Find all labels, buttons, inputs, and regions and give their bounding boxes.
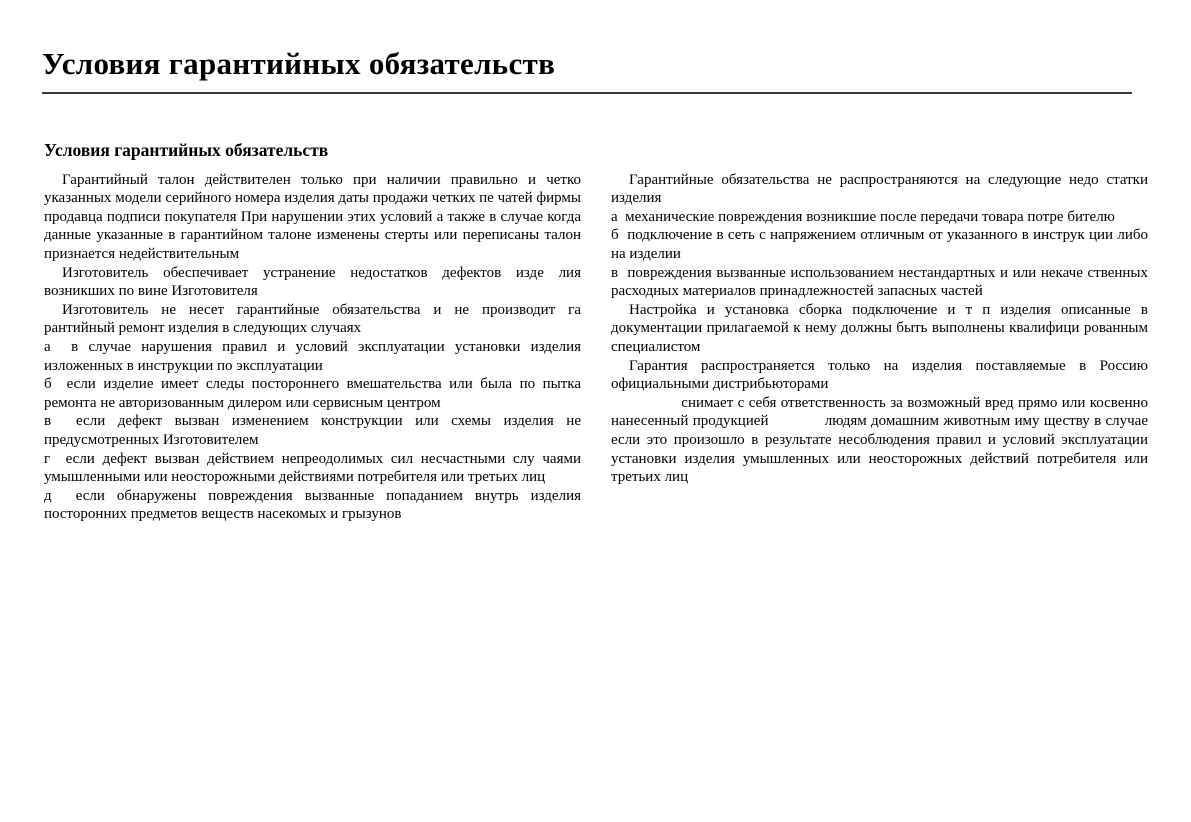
paragraph: снимает с себя ответственность за возможный вред прямо или косвенно нанесенный продукцией людям домашним животным иму ществу в случае если это произошло в результате несоблюдения правил и условий эксплуатации установки изделия умышленных или неосторожных действий потребителя или третьих лиц	[611, 394, 1148, 486]
left-column	[44, 171, 581, 524]
paragraph: Гарантийные обязательства не распространяются на следующие недо статки изделия	[611, 171, 1148, 207]
paragraph: д если обнаружены повреждения вызванные попаданием внутрь изделия посторонних предметов веществ насекомых и грызунов	[44, 487, 581, 523]
paragraph: Изготовитель обеспечивает устранение недостатков дефектов изде лия возникших по вине Изготовителя	[44, 264, 581, 300]
paragraph: Настройка и установка сборка подключение и т п изделия описанные в документации прилагаемой к нему должны быть выполнены квалифици рованным специалистом	[611, 301, 1148, 355]
paragraph: в повреждения вызванные использованием нестандартных и или некаче ственных расходных материалов принадлежностей запасных частей	[611, 264, 1148, 300]
page-title: Условия гарантийных обязательств	[42, 46, 556, 81]
paragraph: б если изделие имеет следы постороннего вмешательства или была по пытка ремонта не авторизованным дилером или сервисным центром	[44, 376, 581, 411]
paragraph: Гарантийный талон действителен только при наличии правильно и четко указанных модели серийного номера изделия даты продажи четких пе чатей фирмы продавца подписи покупателя При нарушении этих условий а также в случае когда данные указанные в гарантийном талоне изменены стерты или переписаны талон признается недействительным	[44, 171, 581, 263]
section-heading: Условия гарантийных обязательств	[44, 139, 329, 160]
paragraph: г если дефект вызван действием непреодолимых сил несчастными слу чаями умышленными или неосторожными действиями потребителя или третьих лиц	[44, 450, 581, 486]
text-columns	[44, 171, 1148, 524]
paragraph: а механические повреждения возникшие после передачи товара потре бителю	[611, 208, 1115, 225]
document-header	[42, 46, 1148, 94]
paragraph: Изготовитель не несет гарантийные обязательства и не производит га рантийный ремонт изделия в следующих случаях	[44, 301, 581, 337]
right-column	[611, 171, 1148, 524]
paragraph: а в случае нарушения правил и условий эксплуатации установки изделия изложенных в инструкции по эксплуатации	[44, 338, 581, 374]
paragraph: Гарантия распространяется только на изделия поставляемые в Россию официальными дистрибьюторами	[611, 357, 1148, 393]
paragraph: б подключение в сеть с напряжением отличным от указанного в инструк ции либо на изделии	[611, 227, 1148, 263]
document-body	[42, 140, 1148, 524]
paragraph: в если дефект вызван изменением конструкции или схемы изделия не предусмотренных Изготовителем	[44, 413, 581, 448]
title-divider	[42, 92, 1132, 94]
